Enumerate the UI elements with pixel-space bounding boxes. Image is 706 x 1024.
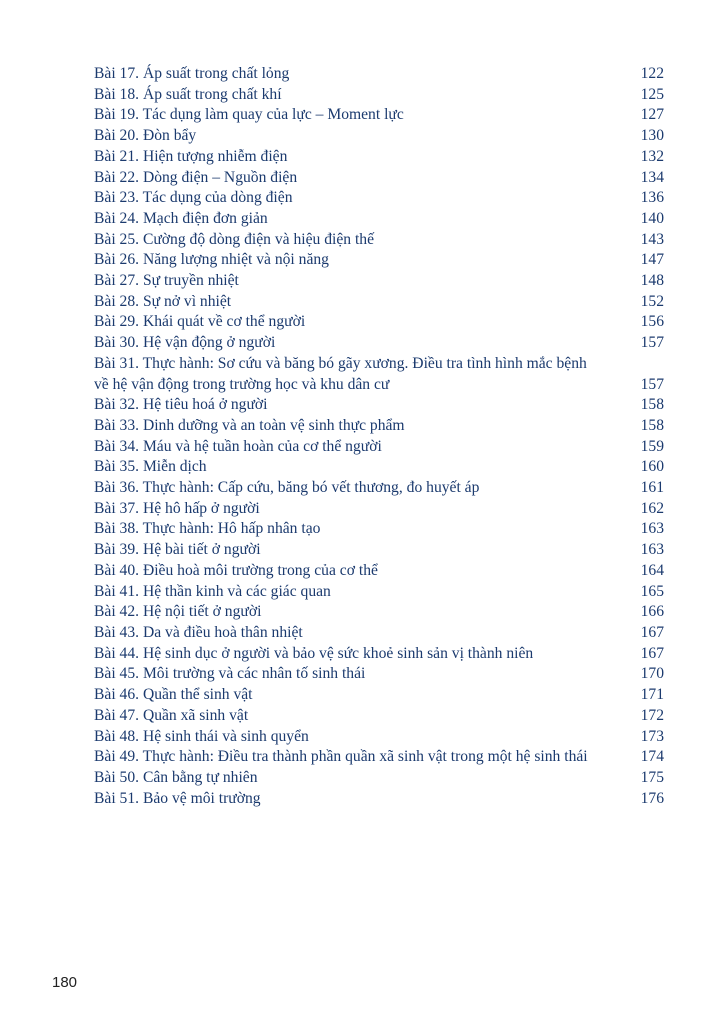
- toc-entry-page: 159: [640, 437, 664, 455]
- toc-entry: [94, 727, 664, 748]
- toc-entry-title: Bài 31. Thực hành: Sơ cứu và băng bó gãy xương. Điều tra tình hình mắc bệnh: [94, 354, 587, 372]
- toc-entry: [94, 602, 664, 623]
- toc-entry: [94, 292, 664, 313]
- toc-entry: [94, 706, 664, 727]
- toc-entry: [94, 664, 664, 685]
- toc-entry-title: Bài 26. Năng lượng nhiệt và nội năng: [94, 251, 329, 269]
- toc-entry: [94, 105, 664, 126]
- toc-entry-page: 156: [640, 313, 664, 331]
- toc-entry-title: Bài 42. Hệ nội tiết ở người: [94, 603, 262, 621]
- toc-entry-page: 171: [640, 686, 664, 704]
- toc-entry: [94, 416, 664, 437]
- toc-entry-page: 125: [640, 85, 664, 103]
- toc-entry-page: 166: [640, 603, 664, 621]
- toc-entry: [94, 168, 664, 189]
- toc-entry-page: 158: [640, 396, 664, 414]
- toc-entry-page: 127: [640, 106, 664, 124]
- toc-entry-title: về hệ vận động trong trường học và khu dân cư: [94, 375, 390, 393]
- toc-entry-title: Bài 23. Tác dụng của dòng điện: [94, 189, 293, 207]
- toc-entry: [94, 147, 664, 168]
- toc-entry-title: Bài 36. Thực hành: Cấp cứu, băng bó vết thương, đo huyết áp: [94, 479, 480, 497]
- toc-entry-page: 170: [640, 665, 664, 683]
- toc-entry: [94, 64, 664, 85]
- toc-entry-title: Bài 25. Cường độ dòng điện và hiệu điện thế: [94, 230, 375, 248]
- toc-entry-page: 132: [640, 147, 664, 165]
- toc-entry-page: 174: [640, 748, 664, 766]
- toc-entry-title: Bài 29. Khái quát về cơ thể người: [94, 313, 306, 331]
- toc-entry-page: 136: [640, 189, 664, 207]
- toc-entry: [94, 354, 664, 375]
- toc-entry-page: 164: [640, 561, 664, 579]
- toc-entry-title: Bài 47. Quần xã sinh vật: [94, 706, 249, 724]
- toc-entry-title: Bài 51. Bảo vệ môi trường: [94, 789, 261, 807]
- toc-entry: [94, 582, 664, 603]
- toc-entry: [94, 312, 664, 333]
- toc-entry: [94, 623, 664, 644]
- toc-entry-page: 157: [640, 334, 664, 352]
- toc-entry: [94, 561, 664, 582]
- toc-entry-title: Bài 27. Sự truyền nhiệt: [94, 272, 239, 290]
- toc-entry: [94, 437, 664, 458]
- toc-entry: [94, 271, 664, 292]
- toc-entry: [94, 230, 664, 251]
- toc-entry-page: 167: [640, 644, 664, 662]
- toc-entry-title: Bài 32. Hệ tiêu hoá ở người: [94, 396, 268, 414]
- toc-entry-page: 134: [640, 168, 664, 186]
- toc-entry-title: Bài 37. Hệ hô hấp ở người: [94, 499, 260, 517]
- toc-entry-title: Bài 38. Thực hành: Hô hấp nhân tạo: [94, 520, 321, 538]
- toc-entry: [94, 85, 664, 106]
- table-of-contents: [94, 64, 664, 809]
- toc-entry-title: Bài 44. Hệ sinh dục ở người và bảo vệ sức khoẻ sinh sản vị thành niên: [94, 644, 534, 662]
- toc-entry-title: Bài 24. Mạch điện đơn giản: [94, 209, 268, 227]
- toc-entry: [94, 126, 664, 147]
- toc-entry-title: Bài 20. Đòn bẩy: [94, 127, 197, 145]
- toc-entry-page: 163: [640, 520, 664, 538]
- toc-entry: [94, 789, 664, 810]
- toc-entry-title: Bài 41. Hệ thần kinh và các giác quan: [94, 582, 331, 600]
- toc-entry-page: 158: [640, 416, 664, 434]
- toc-entry: [94, 395, 664, 416]
- toc-entry: [94, 685, 664, 706]
- toc-entry-title: Bài 48. Hệ sinh thái và sinh quyển: [94, 727, 309, 745]
- toc-entry-page: 140: [640, 209, 664, 227]
- toc-entry-page: 160: [640, 458, 664, 476]
- toc-entry-title: Bài 34. Máu và hệ tuần hoàn của cơ thể người: [94, 437, 382, 455]
- toc-entry: [94, 209, 664, 230]
- toc-entry-title: Bài 17. Áp suất trong chất lỏng: [94, 65, 290, 82]
- toc-entry: [94, 250, 664, 271]
- toc-entry: [94, 768, 664, 789]
- toc-entry: [94, 540, 664, 561]
- toc-entry-page: 143: [640, 230, 664, 248]
- toc-entry-page: 130: [640, 127, 664, 145]
- toc-entry-page: 147: [640, 251, 664, 269]
- toc-entry-title: Bài 46. Quần thể sinh vật: [94, 686, 253, 704]
- toc-entry-page: 152: [640, 292, 664, 310]
- toc-entry: [94, 747, 664, 768]
- toc-entry-title: Bài 18. Áp suất trong chất khí: [94, 85, 282, 103]
- toc-entry-page: 157: [640, 375, 664, 393]
- toc-entry-page: 175: [640, 768, 664, 786]
- toc-entry-title: Bài 35. Miễn dịch: [94, 458, 207, 476]
- toc-entry-page: 162: [640, 499, 664, 517]
- toc-entry-title: Bài 21. Hiện tượng nhiễm điện: [94, 147, 288, 165]
- toc-entry-title: Bài 33. Dinh dưỡng và an toàn vệ sinh thực phẩm: [94, 416, 405, 434]
- toc-entry-page: 163: [640, 541, 664, 559]
- toc-entry-page: 122: [640, 65, 664, 82]
- toc-entry: [94, 499, 664, 520]
- toc-entry-title: Bài 45. Môi trường và các nhân tố sinh thái: [94, 665, 366, 683]
- toc-entry-title: Bài 50. Cân bằng tự nhiên: [94, 768, 258, 786]
- toc-entry: [94, 375, 664, 396]
- toc-entry: [94, 188, 664, 209]
- toc-entry-page: 172: [640, 706, 664, 724]
- toc-entry-page: 167: [640, 623, 664, 641]
- toc-entry-title: Bài 39. Hệ bài tiết ở người: [94, 541, 261, 559]
- page-number: 180: [52, 974, 78, 991]
- toc-entry-title: Bài 43. Da và điều hoà thân nhiệt: [94, 623, 303, 641]
- toc-entry-title: Bài 19. Tác dụng làm quay của lực – Moment lực: [94, 106, 404, 124]
- toc-entry-page: 176: [640, 789, 664, 807]
- toc-entry-title: Bài 40. Điều hoà môi trường trong của cơ thể: [94, 561, 378, 579]
- toc-entry-title: Bài 28. Sự nở vì nhiệt: [94, 292, 232, 310]
- toc-entry: [94, 478, 664, 499]
- toc-entry-page: 161: [640, 479, 664, 497]
- toc-entry-title: Bài 49. Thực hành: Điều tra thành phần quần xã sinh vật trong một hệ sinh thái: [94, 748, 588, 766]
- toc-entry-page: 148: [640, 272, 664, 290]
- toc-entry: [94, 644, 664, 665]
- toc-entry: [94, 333, 664, 354]
- toc-entry-page: 173: [640, 727, 664, 745]
- toc-entry-page: 165: [640, 582, 664, 600]
- toc-entry: [94, 519, 664, 540]
- toc-entry-title: Bài 30. Hệ vận động ở người: [94, 334, 276, 352]
- toc-entry: [94, 457, 664, 478]
- toc-entry-title: Bài 22. Dòng điện – Nguồn điện: [94, 168, 298, 186]
